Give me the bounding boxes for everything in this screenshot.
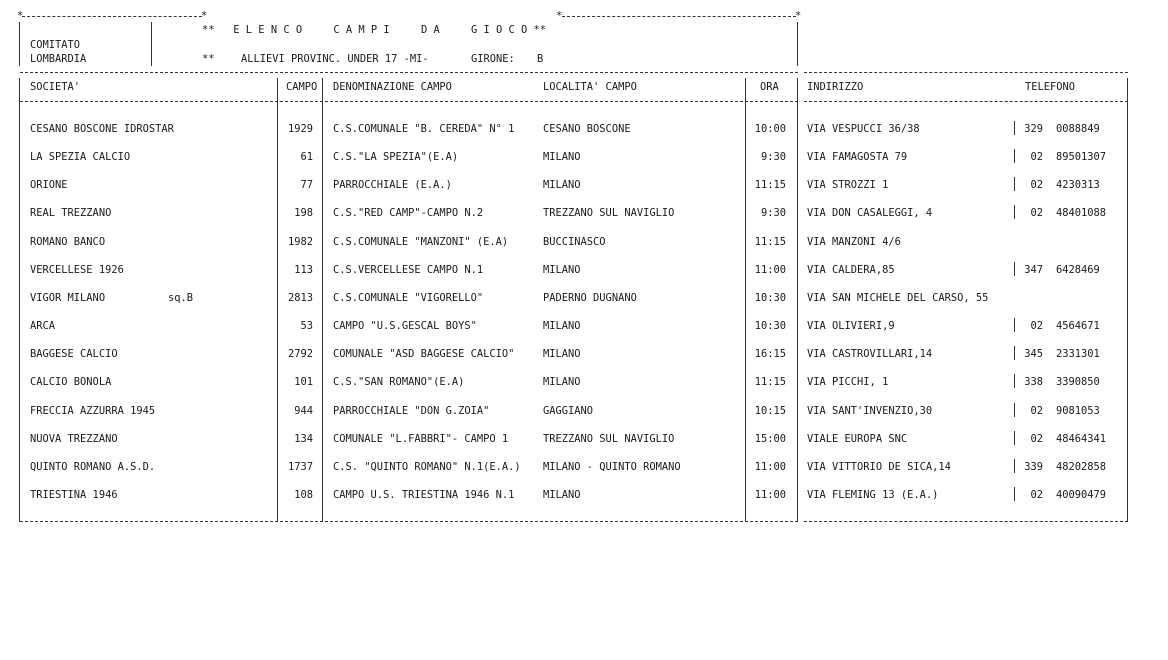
cell-prefisso: 02: [1030, 320, 1043, 332]
cell-denominazione: C.S.COMUNALE "MANZONI" (E.A): [333, 236, 509, 248]
cell-ora: 11:15: [754, 236, 786, 248]
cell-indirizzo: VIA CASTROVILLARI,14: [807, 348, 933, 360]
cell-localita: MILANO - QUINTO ROMANO: [543, 461, 681, 473]
cell-ora: 11:00: [754, 489, 786, 501]
cell-denominazione: PARROCCHIALE "DON G.ZOIA": [333, 405, 490, 417]
cell-campo: 2813: [287, 292, 313, 304]
phone-separator: [1014, 374, 1015, 388]
cell-indirizzo: VIA FLEMING 13 (E.A.): [807, 489, 939, 501]
cell-ora: 10:15: [754, 405, 786, 417]
document-title: ** E L E N C O C A M P I D A G I O C O **: [202, 24, 547, 36]
cell-prefisso: 02: [1030, 489, 1043, 501]
cell-campo: 61: [300, 151, 313, 163]
header-top-rule-left: [22, 16, 202, 17]
cell-localita: TREZZANO SUL NAVIGLIO: [543, 433, 675, 445]
cell-ora: 11:15: [754, 179, 786, 191]
cell-indirizzo: VIA SANT'INVENZIO,30: [807, 405, 933, 417]
cell-campo: 2792: [287, 348, 313, 360]
table-top-rule-left: [20, 72, 798, 73]
cell-localita: MILANO: [543, 151, 581, 163]
phone-separator: [1014, 262, 1015, 276]
committee-region: LOMBARDIA: [30, 53, 87, 65]
cell-localita: MILANO: [543, 264, 581, 276]
col-line: [19, 78, 20, 522]
cell-campo: 101: [294, 376, 313, 388]
cell-ora: 11:00: [754, 461, 786, 473]
phone-separator: [1014, 431, 1015, 445]
col-line: [1127, 78, 1128, 522]
cell-localita: TREZZANO SUL NAVIGLIO: [543, 207, 675, 219]
cell-localita: MILANO: [543, 376, 581, 388]
cell-telefono: 48464341: [1056, 433, 1107, 445]
phone-separator: [1014, 149, 1015, 163]
cell-societa: ARCA: [30, 320, 56, 332]
phone-separator: [1014, 459, 1015, 473]
cell-societa: VERCELLESE 1926: [30, 264, 124, 276]
header-corner-star: *: [201, 10, 208, 22]
table-bottom-rule-left: [20, 521, 798, 522]
col-line: [797, 78, 798, 522]
cell-indirizzo: VIA STROZZI 1: [807, 179, 889, 191]
cell-ora: 11:15: [754, 376, 786, 388]
table-top-rule-right: [804, 72, 1128, 73]
phone-separator: [1014, 403, 1015, 417]
cell-prefisso: 02: [1030, 433, 1043, 445]
table-bottom-rule-right: [804, 521, 1128, 522]
cell-telefono: 9081053: [1056, 405, 1100, 417]
col-header-ora: ORA: [760, 81, 779, 93]
cell-campo: 108: [294, 489, 313, 501]
committee-label: COMITATO: [30, 39, 81, 51]
cell-campo: 944: [294, 405, 313, 417]
cell-indirizzo: VIA OLIVIERI,9: [807, 320, 895, 332]
cell-denominazione: C.S.VERCELLESE CAMPO N.1: [333, 264, 484, 276]
cell-telefono: 4230313: [1056, 179, 1100, 191]
cell-denominazione: C.S.COMUNALE "B. CEREDA" N° 1: [333, 123, 515, 135]
header-top-rule-right: [562, 16, 796, 17]
cell-denominazione: COMUNALE "ASD BAGGESE CALCIO": [333, 348, 515, 360]
cell-campo: 53: [300, 320, 313, 332]
cell-telefono: 6428469: [1056, 264, 1100, 276]
phone-separator: [1014, 318, 1015, 332]
cell-ora: 10:30: [754, 320, 786, 332]
cell-denominazione: C.S."SAN ROMANO"(E.A): [333, 376, 465, 388]
phone-separator: [1014, 487, 1015, 501]
cell-campo: 198: [294, 207, 313, 219]
header-bottom-rule-right: [804, 101, 1128, 102]
header-corner-star: *: [17, 10, 24, 22]
cell-prefisso: 02: [1030, 151, 1043, 163]
cell-localita: GAGGIANO: [543, 405, 594, 417]
col-header-indirizzo: INDIRIZZO: [807, 81, 864, 93]
category-subtitle: ALLIEVI PROVINC. UNDER 17 -MI-: [241, 53, 429, 65]
header-corner-star: *: [556, 10, 563, 22]
cell-societa: NUOVA TREZZANO: [30, 433, 118, 445]
cell-ora: 10:30: [754, 292, 786, 304]
cell-telefono: 3390850: [1056, 376, 1100, 388]
cell-telefono: 48401088: [1056, 207, 1107, 219]
cell-denominazione: PARROCCHIALE (E.A.): [333, 179, 452, 191]
cell-societa: TRIESTINA 1946: [30, 489, 118, 501]
col-header-localita: LOCALITA' CAMPO: [543, 81, 637, 93]
cell-localita: MILANO: [543, 179, 581, 191]
cell-indirizzo: VIA VITTORIO DE SICA,14: [807, 461, 951, 473]
cell-societa: VIGOR MILANO: [30, 292, 106, 304]
phone-separator: [1014, 121, 1015, 135]
col-header-societa: SOCIETA': [30, 81, 81, 93]
cell-societa: ROMANO BANCO: [30, 236, 106, 248]
phone-separator: [1014, 177, 1015, 191]
cell-prefisso: 02: [1030, 179, 1043, 191]
cell-campo: 77: [300, 179, 313, 191]
cell-denominazione: C.S.COMUNALE "VIGORELLO": [333, 292, 484, 304]
cell-localita: MILANO: [543, 489, 581, 501]
cell-squadra: sq.B: [168, 292, 194, 304]
cell-prefisso: 02: [1030, 207, 1043, 219]
cell-telefono: 89501307: [1056, 151, 1107, 163]
header-right-border: [797, 22, 798, 66]
cell-prefisso: 339: [1024, 461, 1043, 473]
col-line: [322, 78, 323, 522]
cell-indirizzo: VIA DON CASALEGGI, 4: [807, 207, 933, 219]
cell-campo: 1929: [287, 123, 313, 135]
col-line: [745, 78, 746, 522]
cell-indirizzo: VIALE EUROPA SNC: [807, 433, 908, 445]
cell-indirizzo: VIA PICCHI, 1: [807, 376, 889, 388]
cell-societa: BAGGESE CALCIO: [30, 348, 118, 360]
cell-prefisso: 02: [1030, 405, 1043, 417]
cell-denominazione: C.S. "QUINTO ROMANO" N.1(E.A.): [333, 461, 521, 473]
cell-localita: CESANO BOSCONE: [543, 123, 631, 135]
cell-indirizzo: VIA VESPUCCI 36/38: [807, 123, 920, 135]
cell-denominazione: CAMPO "U.S.GESCAL BOYS": [333, 320, 477, 332]
cell-localita: MILANO: [543, 320, 581, 332]
phone-separator: [1014, 346, 1015, 360]
col-line: [277, 78, 278, 522]
cell-denominazione: C.S."RED CAMP"-CAMPO N.2: [333, 207, 484, 219]
cell-indirizzo: VIA FAMAGOSTA 79: [807, 151, 908, 163]
cell-ora: 11:00: [754, 264, 786, 276]
cell-localita: BUCCINASCO: [543, 236, 606, 248]
cell-societa: LA SPEZIA CALCIO: [30, 151, 131, 163]
col-header-telefono: TELEFONO: [1025, 81, 1076, 93]
cell-ora: 16:15: [754, 348, 786, 360]
cell-societa: ORIONE: [30, 179, 68, 191]
cell-ora: 9:30: [760, 207, 786, 219]
cell-telefono: 4564671: [1056, 320, 1100, 332]
cell-societa: CALCIO BONOLA: [30, 376, 112, 388]
cell-indirizzo: VIA CALDERA,85: [807, 264, 895, 276]
cell-campo: 1737: [287, 461, 313, 473]
cell-societa: CESANO BOSCONE IDROSTAR: [30, 123, 174, 135]
cell-campo: 113: [294, 264, 313, 276]
cell-societa: FRECCIA AZZURRA 1945: [30, 405, 156, 417]
cell-societa: QUINTO ROMANO A.S.D.: [30, 461, 156, 473]
cell-telefono: 2331301: [1056, 348, 1100, 360]
cell-campo: 1982: [287, 236, 313, 248]
header-corner-star: *: [795, 10, 802, 22]
cell-denominazione: C.S."LA SPEZIA"(E.A): [333, 151, 459, 163]
cell-telefono: 40090479: [1056, 489, 1107, 501]
cell-telefono: 48202858: [1056, 461, 1107, 473]
cell-localita: MILANO: [543, 348, 581, 360]
phone-separator: [1014, 205, 1015, 219]
cell-denominazione: CAMPO U.S. TRIESTINA 1946 N.1: [333, 489, 515, 501]
col-header-campo: CAMPO: [286, 81, 318, 93]
cell-prefisso: 329: [1024, 123, 1043, 135]
col-header-denominazione: DENOMINAZIONE CAMPO: [333, 81, 452, 93]
cell-localita: PADERNO DUGNANO: [543, 292, 637, 304]
girone-label: GIRONE:: [471, 53, 515, 65]
cell-indirizzo: VIA MANZONI 4/6: [807, 236, 901, 248]
cell-prefisso: 347: [1024, 264, 1043, 276]
cell-ora: 10:00: [754, 123, 786, 135]
cell-campo: 134: [294, 433, 313, 445]
subtitle-marker: **: [202, 53, 215, 65]
cell-denominazione: COMUNALE "L.FABBRI"- CAMPO 1: [333, 433, 509, 445]
cell-prefisso: 345: [1024, 348, 1043, 360]
cell-indirizzo: VIA SAN MICHELE DEL CARSO, 55: [807, 292, 989, 304]
header-bottom-rule-left: [20, 101, 798, 102]
cell-telefono: 0088849: [1056, 123, 1100, 135]
cell-prefisso: 338: [1024, 376, 1043, 388]
cell-societa: REAL TREZZANO: [30, 207, 112, 219]
header-divider: [151, 22, 152, 66]
header-left-border: [19, 22, 20, 66]
cell-ora: 15:00: [754, 433, 786, 445]
cell-ora: 9:30: [760, 151, 786, 163]
girone-value: B: [537, 53, 544, 65]
